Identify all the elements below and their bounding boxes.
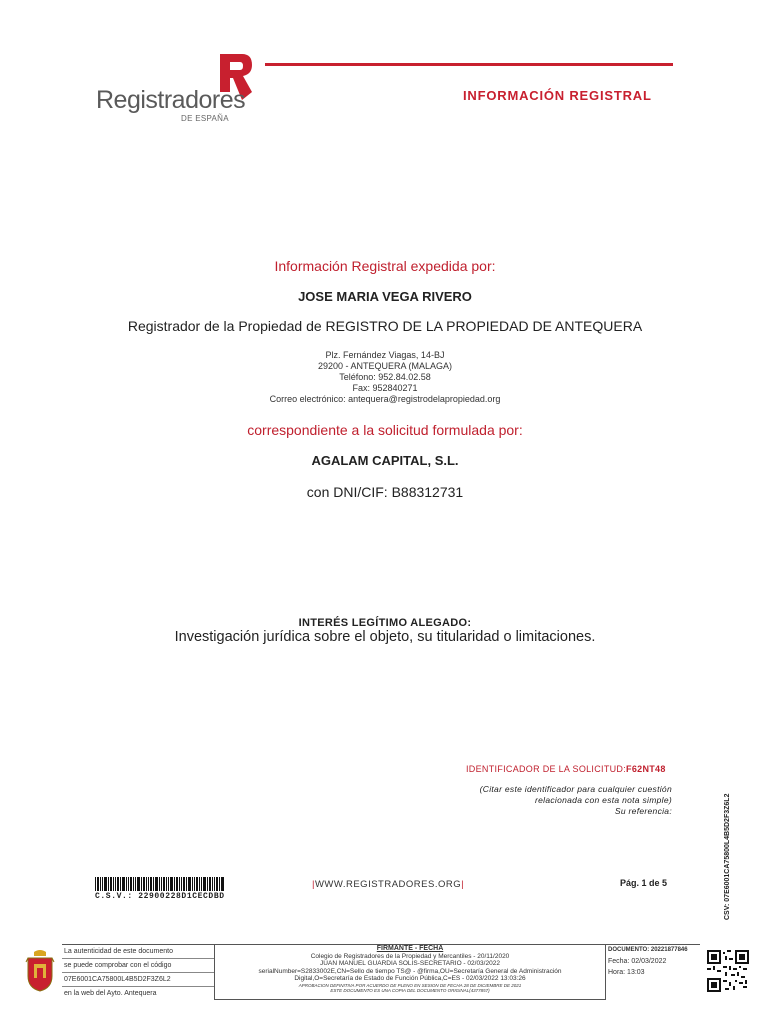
authenticity-line: en la web del Ayto. Antequera [64, 990, 157, 997]
document-info [604, 944, 700, 998]
document-number: DOCUMENTO: 20221877846 [608, 947, 688, 953]
email-line: Correo electrónico: antequera@registrodelapropiedad.org [269, 394, 501, 404]
registry-address [0, 350, 770, 405]
registrar-name: JOSE MARIA VEGA RIVERO [298, 289, 472, 304]
reference-label: Su referencia: [614, 806, 672, 816]
document-date: Fecha: 02/03/2022 [608, 958, 667, 965]
qr-code-icon [707, 950, 749, 992]
document-time: Hora: 13:03 [608, 969, 645, 976]
authenticity-line: se puede comprobar con el código [62, 959, 214, 973]
citation-line: relacionada con esta nota simple) [534, 795, 672, 805]
fax-line: Fax: 952840271 [352, 383, 418, 393]
registrar-role: Registrador de la Propiedad de REGISTRO DE LA PROPIEDAD DE ANTEQUERA [127, 318, 643, 334]
signer-line: Digital,O=Secretaría de Estado de Función Pública,C=ES - 02/03/2022 13:03:26 [294, 975, 526, 982]
citation-line: (Citar este identificador para cualquier cuestión [479, 784, 672, 794]
side-csv-code: CSV: 07E6001CA75800L4B5D2F3Z6L2 [724, 793, 731, 920]
issued-by-label: Información Registral expedida por: [274, 258, 496, 274]
interest-heading: INTERÉS LEGÍTIMO ALEGADO: [298, 617, 472, 629]
copy-note: ESTE DOCUMENTO ES UNA COPIA DEL DOCUMENTO ORIGINAL(4377857) [330, 987, 490, 993]
header-rule [265, 63, 673, 66]
website-link[interactable]: |WWW.REGISTRADORES.ORG| [312, 879, 465, 890]
signer-line: serialNumber=S2833002E,CN=Sello de tiempo TS@ - @firma,OU=Secretaría General de Administración [258, 967, 562, 975]
interest-text: Investigación jurídica sobre el objeto, su titularidad o limitaciones. [174, 629, 596, 645]
requester-cif: con DNI/CIF: B88312731 [306, 484, 464, 500]
website-text[interactable]: WWW.REGISTRADORES.ORG [314, 879, 462, 890]
brand-subtitle: DE ESPAÑA [181, 114, 229, 123]
signer-heading: FIRMANTE - FECHA [376, 945, 444, 952]
signer-box [214, 944, 606, 1000]
brand-name: Registradores [96, 86, 246, 114]
citation-note [372, 784, 672, 817]
identifier-label: IDENTIFICADOR DE LA SOLICITUD: [466, 764, 627, 774]
authenticity-note [62, 944, 214, 999]
page-number: Pág. 1 de 5 [620, 878, 668, 888]
authenticity-line: La autenticidad de este documento [62, 945, 214, 959]
document-title: INFORMACIÓN REGISTRAL [463, 88, 652, 103]
antequera-coat-of-arms-icon [24, 948, 56, 992]
barcode-icon [95, 877, 225, 891]
address-line: Plz. Fernández Viagas, 14-BJ [325, 350, 445, 360]
request-label: correspondiente a la solicitud formulada por: [247, 422, 523, 438]
requester-company: AGALAM CAPITAL, S.L. [311, 453, 459, 468]
request-identifier [466, 764, 666, 774]
signer-line: JUAN MANUEL GUARDIA SOLIS-SECRETARIO - 02/03/2022 [320, 960, 500, 967]
address-line: 29200 - ANTEQUERA (MALAGA) [317, 361, 453, 371]
verification-code: 07E6001CA75800L4B5D2F3Z6L2 [62, 973, 214, 987]
identifier-value: F62NT48 [626, 764, 666, 774]
csv-code: C.S.V.: 22900228D1CECDBD [95, 892, 225, 901]
phone-line: Teléfono: 952.84.02.58 [339, 372, 431, 382]
signer-line: Colegio de Registradores de la Propiedad y Mercantiles - 20/11/2020 [310, 952, 510, 960]
approval-note: APROBACION DEFINITIVA POR ACUERDO DE PLENO EN SESION DE FECHA 28 DE DICIEMBRE DE 2021 [298, 982, 522, 988]
